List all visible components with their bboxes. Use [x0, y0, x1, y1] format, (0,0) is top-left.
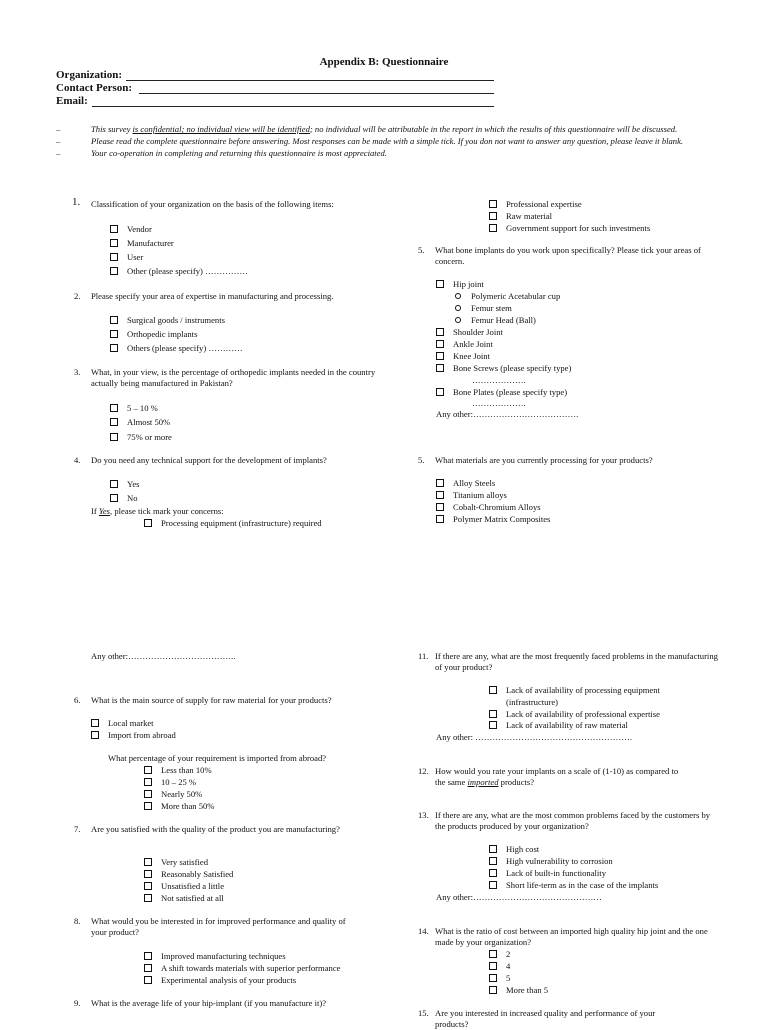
q13-option-corrosion[interactable]: High vulnerability to corrosion: [489, 856, 613, 867]
q5b-option-polymer[interactable]: Polymer Matrix Composites: [436, 514, 550, 525]
q5a-text: What bone implants do you work upon specifically? Please tick your areas of concern.: [435, 245, 701, 267]
q5b-text: What materials are you currently processing for your products?: [435, 455, 653, 465]
q5a-option-ankle[interactable]: Ankle Joint: [436, 339, 493, 350]
organization-label: Organization:: [56, 69, 122, 81]
checkbox[interactable]: [144, 870, 152, 878]
q11-option-raw[interactable]: Lack of availability of raw material: [489, 720, 628, 731]
q14-option-5[interactable]: 5: [489, 973, 510, 984]
q13-text: If there are any, what are the most common problems faced by the customers by the products produced by your organization?: [435, 810, 711, 832]
q4-option-no[interactable]: No: [110, 493, 138, 504]
q7-number: 7.: [74, 824, 81, 834]
q8-number: 8.: [74, 916, 81, 926]
checkbox[interactable]: [110, 253, 118, 261]
q2-option-surgical[interactable]: Surgical goods / instruments: [110, 315, 225, 326]
q5a-plates-blank[interactable]: ……………….: [472, 398, 526, 408]
q5a-option-plates[interactable]: Bone Plates (please specify type): [436, 387, 567, 398]
q7-text: Are you satisfied with the quality of the product you are manufacturing?: [91, 824, 340, 834]
q1-option-vendor[interactable]: Vendor: [110, 224, 152, 235]
q9-text: What is the average life of your hip-implant (if you manufacture it)?: [91, 998, 327, 1008]
q6-sub-question: What percentage of your requirement is imported from abroad?: [108, 753, 327, 763]
checkbox[interactable]: [436, 479, 444, 487]
q7-option-very[interactable]: Very satisfied: [144, 857, 208, 868]
q5a-hip-femur-stem[interactable]: Femur stem: [455, 303, 512, 314]
checkbox[interactable]: [489, 869, 497, 877]
q3-text: What, in your view, is the percentage of orthopedic implants needed in the country actually being manufactured in Pakistan?: [91, 367, 376, 389]
q14-text: What is the ratio of cost between an imported high quality hip joint and the one made by your organization?: [435, 926, 708, 948]
checkbox[interactable]: [144, 894, 152, 902]
checkbox[interactable]: [110, 433, 118, 441]
instruction-read: – Please read the complete questionnaire before answering. Most responses can be made with a simple tick. If you don not want to answer any question, please leave it blank.: [56, 136, 684, 146]
q5a-any-other[interactable]: Any other:……………………………….: [436, 409, 579, 419]
checkbox[interactable]: [436, 328, 444, 336]
contact-person-field[interactable]: [139, 93, 494, 94]
q11-option-equipment-cont: (infrastructure): [506, 697, 559, 707]
q4-concern-government[interactable]: Government support for such investments: [489, 223, 650, 234]
q6-sub-option-more-50[interactable]: More than 50%: [144, 801, 214, 812]
q6-text: What is the main source of supply for raw material for your products?: [91, 695, 332, 705]
q14-option-more-5[interactable]: More than 5: [489, 985, 548, 996]
checkbox[interactable]: [489, 845, 497, 853]
q13-option-cost[interactable]: High cost: [489, 844, 539, 855]
checkbox[interactable]: [144, 766, 152, 774]
checkbox[interactable]: [110, 404, 118, 412]
checkbox[interactable]: [489, 212, 497, 220]
checkbox[interactable]: [489, 200, 497, 208]
q14-number: 14.: [418, 926, 429, 936]
q5a-option-hip[interactable]: Hip joint: [436, 279, 484, 290]
q8-option-analysis[interactable]: Experimental analysis of your products: [144, 975, 296, 986]
q8-option-techniques[interactable]: Improved manufacturing techniques: [144, 951, 286, 962]
q11-number: 11.: [418, 651, 429, 661]
q4-option-yes[interactable]: Yes: [110, 479, 140, 490]
q7-option-unsatisfied[interactable]: Unsatisfied a little: [144, 881, 224, 892]
checkbox[interactable]: [489, 710, 497, 718]
q2-option-orthopedic[interactable]: Orthopedic implants: [110, 329, 197, 340]
checkbox[interactable]: [436, 491, 444, 499]
q2-number: 2.: [74, 291, 81, 301]
q1-option-manufacturer[interactable]: Manufacturer: [110, 238, 174, 249]
q6-option-import[interactable]: Import from abroad: [91, 730, 176, 741]
contact-person-label: Contact Person:: [56, 82, 133, 94]
q4-concern-raw-material[interactable]: Raw material: [489, 211, 552, 222]
q11-option-expertise[interactable]: Lack of availability of professional expertise: [489, 709, 660, 720]
q5b-option-alloy-steels[interactable]: Alloy Steels: [436, 478, 495, 489]
checkbox[interactable]: [436, 388, 444, 396]
checkbox[interactable]: [489, 962, 497, 970]
checkbox[interactable]: [436, 515, 444, 523]
checkbox[interactable]: [110, 330, 118, 338]
checkbox[interactable]: [144, 858, 152, 866]
q4-concern-expertise[interactable]: Professional expertise: [489, 199, 582, 210]
checkbox[interactable]: [489, 881, 497, 889]
q12-text: How would you rate your implants on a scale of (1-10) as compared to the same imported products?: [435, 766, 679, 788]
q13-number: 13.: [418, 810, 429, 820]
checkbox[interactable]: [144, 790, 152, 798]
q13-option-life-term[interactable]: Short life-term as in the case of the implants: [489, 880, 658, 891]
radio[interactable]: [455, 317, 461, 323]
q11-text: If there are any, what are the most frequently faced problems in the manufacturing of your product?: [435, 651, 718, 673]
instruction-cooperation: – Your co-operation in completing and returning this questionnaire is most appreciated.: [56, 148, 387, 158]
q4-text: Do you need any technical support for the development of implants?: [91, 455, 327, 465]
q12-number: 12.: [418, 766, 429, 776]
q6-sub-option-50[interactable]: Nearly 50%: [144, 789, 202, 800]
q4-concern-equipment[interactable]: Processing equipment (infrastructure) required: [144, 518, 322, 529]
organization-field[interactable]: [126, 80, 494, 81]
checkbox[interactable]: [489, 224, 497, 232]
checkbox[interactable]: [110, 316, 118, 324]
checkbox[interactable]: [436, 340, 444, 348]
q5a-hip-acetabular[interactable]: Polymeric Acetabular cup: [455, 291, 560, 302]
radio[interactable]: [455, 305, 461, 311]
q8-option-materials[interactable]: A shift towards materials with superior performance: [144, 963, 340, 974]
q6-sub-option-less-10[interactable]: Less than 10%: [144, 765, 212, 776]
checkbox[interactable]: [144, 802, 152, 810]
q6-sub-option-10-25[interactable]: 10 – 25 %: [144, 777, 196, 788]
q5a-option-knee[interactable]: Knee Joint: [436, 351, 490, 362]
checkbox[interactable]: [489, 950, 497, 958]
q6-option-local[interactable]: Local market: [91, 718, 154, 729]
checkbox[interactable]: [489, 686, 497, 694]
q3-option-50[interactable]: Almost 50%: [110, 417, 170, 428]
q1-text: Classification of your organization on the basis of the following items:: [91, 199, 334, 209]
email-label: Email:: [56, 95, 88, 107]
checkbox[interactable]: [110, 344, 118, 352]
checkbox[interactable]: [436, 503, 444, 511]
q1-option-other[interactable]: Other (please specify) ……………: [110, 266, 248, 277]
checkbox[interactable]: [144, 952, 152, 960]
checkbox[interactable]: [144, 882, 152, 890]
q3-number: 3.: [74, 367, 81, 377]
q5a-hip-femur-head[interactable]: Femur Head (Ball): [455, 315, 536, 326]
q1-number: 1.: [72, 196, 81, 208]
checkbox[interactable]: [110, 239, 118, 247]
instruction-confidential: – This survey is confidential; no individual view will be identified; no individual will be attributable in the report in which the results of this questionnaire will be discussed.: [56, 124, 678, 134]
q6-number: 6.: [74, 695, 81, 705]
email-field[interactable]: [92, 106, 494, 107]
checkbox[interactable]: [489, 986, 497, 994]
q3-option-5-10[interactable]: 5 – 10 %: [110, 403, 158, 414]
checkbox[interactable]: [144, 778, 152, 786]
left-any-other[interactable]: Any other:………………………………..: [91, 651, 236, 661]
q4-if-yes-label: If Yes, please tick mark your concerns:: [91, 506, 224, 516]
q2-text: Please specify your area of expertise in manufacturing and processing.: [91, 291, 334, 301]
q5b-option-titanium[interactable]: Titanium alloys: [436, 490, 507, 501]
q15-text: Are you interested in increased quality and performance of your products?: [435, 1008, 656, 1030]
q14-option-4[interactable]: 4: [489, 961, 510, 972]
checkbox[interactable]: [110, 225, 118, 233]
q1-option-user[interactable]: User: [110, 252, 143, 263]
checkbox[interactable]: [110, 480, 118, 488]
checkbox[interactable]: [436, 352, 444, 360]
q7-option-not[interactable]: Not satisfied at all: [144, 893, 224, 904]
q5a-screws-blank[interactable]: ……………….: [472, 375, 526, 385]
q5b-number: 5.: [418, 455, 425, 465]
q15-number: 15.: [418, 1008, 429, 1018]
q5a-option-shoulder[interactable]: Shoulder Joint: [436, 327, 503, 338]
checkbox[interactable]: [436, 364, 444, 372]
q14-option-2[interactable]: 2: [489, 949, 510, 960]
q5b-option-cobalt[interactable]: Cobalt-Chromium Alloys: [436, 502, 541, 513]
q3-option-75[interactable]: 75% or more: [110, 432, 172, 443]
q13-any-other[interactable]: Any other:………………………………………: [436, 892, 602, 902]
checkbox[interactable]: [110, 494, 118, 502]
q9-number: 9.: [74, 998, 81, 1008]
q8-text: What would you be interested in for improved performance and quality of your product?: [91, 916, 346, 938]
checkbox[interactable]: [110, 267, 118, 275]
checkbox[interactable]: [436, 280, 444, 288]
checkbox[interactable]: [144, 976, 152, 984]
q4-number: 4.: [74, 455, 81, 465]
q5a-number: 5.: [418, 245, 425, 255]
checkbox[interactable]: [110, 418, 118, 426]
checkbox[interactable]: [489, 857, 497, 865]
checkbox[interactable]: [91, 731, 99, 739]
checkbox[interactable]: [91, 719, 99, 727]
q11-option-equipment[interactable]: Lack of availability of processing equipment: [489, 685, 660, 696]
q5a-option-screws[interactable]: Bone Screws (please specify type): [436, 363, 571, 374]
checkbox[interactable]: [144, 519, 152, 527]
q11-any-other[interactable]: Any other: ……………………………………………….: [436, 732, 632, 742]
checkbox[interactable]: [144, 964, 152, 972]
q13-option-functionality[interactable]: Lack of built-in functionality: [489, 868, 606, 879]
q7-option-reasonably[interactable]: Reasonably Satisfied: [144, 869, 233, 880]
q2-option-others[interactable]: Others (please specify) …………: [110, 343, 243, 354]
instructions: [56, 124, 716, 160]
radio[interactable]: [455, 293, 461, 299]
page-title: Appendix B: Questionnaire: [319, 56, 449, 68]
checkbox[interactable]: [489, 721, 497, 729]
checkbox[interactable]: [489, 974, 497, 982]
